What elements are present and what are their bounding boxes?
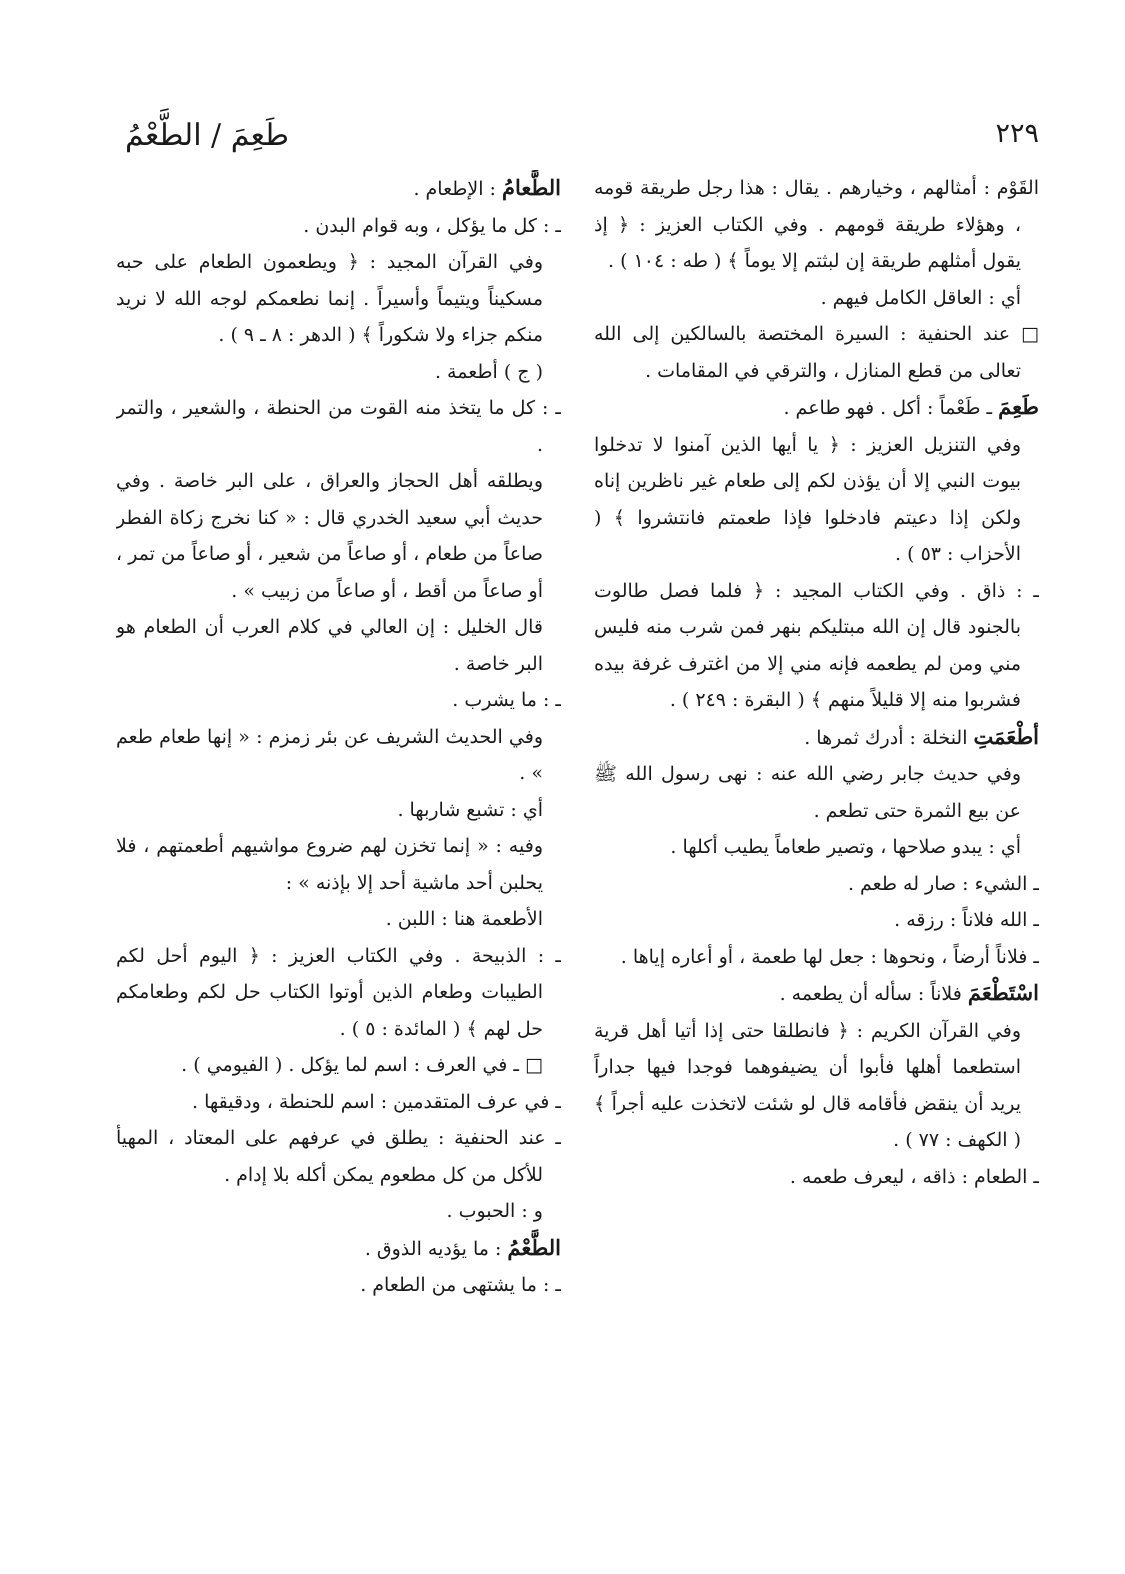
dictionary-entry — [116, 1047, 561, 1084]
dictionary-entry — [116, 208, 561, 245]
entry-headword: الطَّعْمُ — [507, 1234, 561, 1260]
dictionary-entry — [594, 573, 1039, 719]
dictionary-entry — [116, 354, 561, 391]
dictionary-entry — [116, 390, 561, 463]
page-number: ٢٢٩ — [995, 118, 1039, 149]
entry-headword: أطْعَمَتِ — [973, 723, 1039, 749]
dictionary-entry — [594, 316, 1039, 389]
dictionary-entry — [594, 975, 1039, 1013]
dictionary-entry — [116, 463, 561, 609]
dictionary-entry — [116, 682, 561, 719]
entry-text: ـ : ما يشتهى من الطعام . — [360, 1274, 561, 1296]
entry-text: أي : تشبع شاربها . — [397, 798, 543, 821]
entry-text: فلاناً : سأله أن يطعمه . — [779, 983, 962, 1005]
entry-text: □ عند الحنفية : السيرة المختصة بالسالكين إلى الله تعالى من قطع المنازل ، والترقي في المقامات . — [594, 323, 1039, 382]
dictionary-entry — [116, 938, 561, 1048]
entry-text: □ ـ في العرف : اسم لما يؤكل . ( الفيومي ) . — [181, 1054, 543, 1076]
entry-headword: اسْتَطْعَمَ — [967, 980, 1039, 1005]
entry-text: وفي الحديث الشريف عن بئر زمزم : « إنها طعام طعم » . — [116, 725, 543, 784]
entry-text: ويطلقه أهل الحجاز والعراق ، على البر خاصة . وفي حديث أبي سعيد الخدري قال : « كنا نخرج زكاة الفطر صاعاً من طعام ، أو صاعاً من شعير ، أو صاعاً من تمر ، أو صاعاً من أقط ، أو صاعاً من زبيب » . — [116, 470, 543, 602]
right-column — [594, 170, 1039, 1460]
entry-text: ـ طَعْماً : أكل . فهو طاعم . — [783, 397, 993, 419]
entry-text: قال الخليل : إن العالي في كلام العرب أن الطعام هو البر خاصة . — [116, 616, 543, 675]
dictionary-entry — [594, 756, 1039, 829]
entry-text: وفي حديث جابر رضي الله عنه : نهى رسول الله ﷺ عن بيع الثمرة حتى تطعم . — [594, 763, 1021, 822]
dictionary-entry — [594, 866, 1039, 903]
dictionary-entry — [594, 389, 1039, 427]
entry-text: القَوْم : أمثالهم ، وخيارهم . يقال : هذا رجل طريقة قومه ، وهؤلاء طريقة قومهم . وفي الكتاب العزيز : ﴿ إذ يقول أمثلهم طريقة إن لبثتم إلا يوماً ﴾ ( طه : ١٠٤ ) . — [594, 177, 1039, 272]
entry-headword: طَعِمَ — [998, 394, 1039, 419]
entry-text: و : الحبوب . — [446, 1200, 543, 1222]
entry-headword: الطَّعامُ — [502, 175, 561, 200]
entry-text: ـ الشيء : صار له طعم . — [847, 872, 1039, 895]
entry-text: وفيه : « إنما تخزن لهم ضروع مواشيهم أطعمتهم ، فلا يحلبن أحد ماشية أحد إلا بإذنه » : — [116, 835, 543, 894]
dictionary-entry — [594, 427, 1039, 573]
dictionary-entry — [116, 901, 561, 938]
dictionary-entry — [594, 280, 1039, 317]
dictionary-entry — [116, 609, 561, 682]
entry-text: وفي القرآن المجيد : ﴿ ويطعمون الطعام على حبه مسكيناً ويتيماً وأسيراً . إنما نطعمكم لوجه الله لا نريد منكم جزاء ولا شكوراً ﴾ ( الدهر : ٨ ـ ٩ ) . — [116, 251, 543, 346]
dictionary-entry — [594, 170, 1039, 280]
dictionary-entry — [116, 170, 561, 208]
dictionary-entry — [116, 244, 561, 354]
entry-text: النخلة : أدرك ثمرها . — [804, 726, 968, 749]
dictionary-entry — [594, 939, 1039, 976]
entry-text: الأطعمة هنا : اللبن . — [385, 908, 543, 930]
dictionary-entry — [116, 828, 561, 901]
entry-text: ( ج ) أطعمة . — [434, 360, 543, 383]
dictionary-entry — [116, 1084, 561, 1121]
dictionary-entry — [116, 1230, 561, 1268]
dictionary-entry — [116, 792, 561, 829]
dictionary-entry — [116, 1193, 561, 1230]
dictionary-entry — [594, 902, 1039, 939]
entry-text: ـ عند الحنفية : يطلق في عرفهم على المعتاد ، المهيأ للأكل من كل مطعوم يمكن أكله بلا إدام . — [116, 1127, 561, 1186]
left-column — [116, 170, 561, 1460]
entry-text: ـ : كل ما يؤكل ، وبه قوام البدن . — [303, 214, 561, 237]
entry-text: : الإطعام . — [413, 178, 496, 200]
page-header — [125, 118, 1039, 164]
dictionary-entry — [594, 829, 1039, 866]
entry-text: وفي القرآن الكريم : ﴿ فانطلقا حتى إذا أتيا أهل قرية استطعما أهلها فأبوا أن يضيفوهما فوجدا فيها جداراً يريد أن ينقض فأقامه قال لو شئت لاتخذت عليه أجراً ﴾ ( الكهف : ٧٧ ) . — [594, 1019, 1021, 1151]
dictionary-entry — [116, 1267, 561, 1304]
dictionary-entry — [594, 1159, 1039, 1196]
entry-text: ـ الله فلاناً : رزقه . — [894, 909, 1039, 931]
dictionary-entry — [594, 1013, 1039, 1159]
entry-text: ـ الطعام : ذاقه ، ليعرف طعمه . — [789, 1165, 1039, 1188]
entry-text: ـ : ما يشرب . — [452, 689, 561, 711]
entry-text: : ما يؤديه الذوق . — [364, 1237, 502, 1260]
dictionary-entry — [116, 1120, 561, 1193]
entry-text: ـ : كل ما يتخذ منه القوت من الحنطة ، والشعير ، والتمر . — [116, 397, 561, 456]
dictionary-entry — [116, 719, 561, 792]
entry-text: أي : يبدو صلاحها ، وتصير طعاماً يطيب أكلها . — [670, 836, 1021, 858]
entry-text: ـ : ذاق . وفي الكتاب المجيد : ﴿ فلما فصل طالوت بالجنود قال إن الله مبتليكم بنهر فمن شرب منه فليس مني ومن لم يطعمه فإنه مني إلا من اغترف غرفة بيده فشربوا منه إلا قليلاً منهم ﴾ ( البقرة : ٢٤٩ ) . — [594, 579, 1039, 711]
entry-text: وفي التنزيل العزيز : ﴿ يا أيها الذين آمنوا لا تدخلوا بيوت النبي إلا أن يؤذن لكم إلى طعام غير ناظرين إناه ولكن إذا دعيتم فادخلوا فإذا طعمتم فانتشروا ﴾ ( الأحزاب : ٥٣ ) . — [594, 433, 1021, 565]
entry-text: ـ في عرف المتقدمين : اسم للحنطة ، ودقيقها . — [192, 1090, 561, 1113]
entry-text: أي : العاقل الكامل فيهم . — [820, 286, 1021, 309]
dictionary-entry — [594, 719, 1039, 757]
entry-text: ـ فلاناً أرضاً ، ونحوها : جعل لها طعمة ، أو أعاره إياها . — [620, 945, 1039, 968]
entry-text: ـ : الذبيحة . وفي الكتاب العزيز : ﴿ اليوم أحل لكم الطيبات وطعام الذين أوتوا الكتاب حل لكم وطعامكم حل لهم ﴾ ( المائدة : ٥ ) . — [116, 944, 561, 1040]
running-head: طَعِمَ / الطَّعْمُ — [125, 118, 290, 153]
